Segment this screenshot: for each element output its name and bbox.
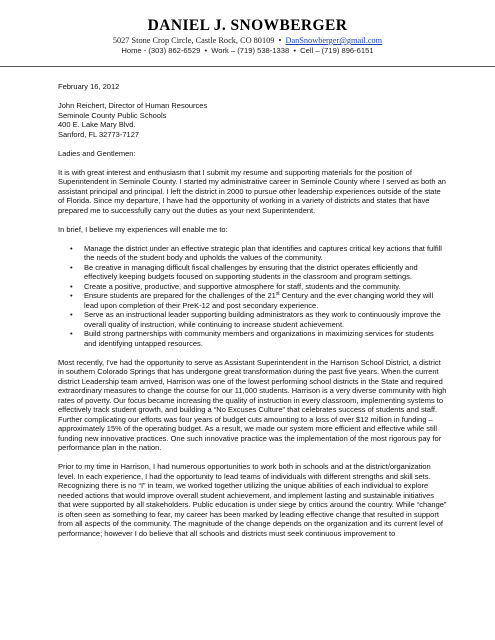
cell-phone: Cell – (719) 896-6151 (300, 46, 374, 55)
letter-date: February 16, 2012 (58, 82, 120, 91)
letter-body (58, 82, 448, 548)
separator-dot: • (204, 46, 208, 55)
address-line (0, 36, 495, 46)
work-phone: Work – (719) 538-1338 (211, 46, 290, 55)
recipient-line: John Reichert, Director of Human Resources (58, 101, 208, 110)
list-item: • Create a positive, productive, and supportive atmosphere for staff, students and the community. (84, 282, 448, 292)
prior-experience-paragraph: Prior to my time in Harrison, I had numerous opportunities to work both in schools and at the district/organization level. In each experience, I had the opportunity to lead teams of individuals with different strengths and skill sets. Recognizing there is no “I” in team, we worked together utilizing the unique abilities of each individual to explore needed actions that would improve overall student achievement, and implement lasting and sustainable initiatives that were supported by all stakeholders. Public education is under siege by critics around the country. While “change” is often seen as something to fear, my career has been marked by leading effective change that resulted in support from all aspects of the community. The magnitude of the change depends on the organization and its current level of performance; however I do believe that all schools and districts must seek continuous improvement to (58, 462, 447, 538)
list-item-text: Century and the ever changing world they will lead upon completion of their PreK-12 and post secondary experience. (84, 291, 434, 310)
list-item: • Manage the district under an effective strategic plan that identifies and captures critical key actions that fulfill the needs of the student body and upholds the values of the community. (84, 244, 448, 263)
harrison-paragraph: Most recently, I've had the opportunity to serve as Assistant Superintendent in the Harrison School District, a district in southern Colorado Springs that has undergone great transformation during the past five years. When the current district Leadership team arrived, Harrison was one of the lowest performing school districts in the State and required extraordinary measures to change the course for our 11,000 students. Harrison is a very diverse community with high rates of poverty. Our focus became increasing the quality of instruction in every classroom, implementing systems to effectively track student growth, and building a “No Excuses Culture” that celebrates success of students and staff. Further complicating our efforts was four years of budget cuts amounting to a loss of over $12 million in funding – approximately 15% of the operating budget. As a result, we made our system more efficient and effective while still funding new innovative practices. One such innovative practice was the implementation of the most rigorous pay for performance plan in the nation. (58, 357, 447, 452)
separator-dot: • (293, 46, 296, 55)
list-item: • Serve as an instructional leader supporting building administrators as they work to continuously improve the overall quality of instruction, while continuing to increase student achievement. (84, 310, 448, 329)
letterhead-divider (0, 66, 495, 67)
intro-paragraph: It is with great interest and enthusiasm that I submit my resume and supporting materials for the position of Superintendent in Seminole County. I started my administrative career in Seminole County where I served as both an assistant principal and principal. I left the district in 2000 to pursue other leadership experiences outside of the state of Florida. Since my departure, I have had the opportunity of working in a variety of districts and states that have prepared me to successfully carry out the duties as your next Superintendent. (58, 167, 446, 215)
street-address: 5027 Stone Crop Circle, Castle Rock, CO 80109 (112, 36, 275, 45)
separator-dot: • (278, 36, 282, 45)
superscript-st: st (275, 291, 280, 297)
list-item: • Build strong partnerships with community members and organizations in maximizing services for students and identifying untapped resources. (84, 329, 448, 348)
list-item (84, 291, 448, 310)
phone-line (0, 46, 495, 56)
applicant-name: DANIEL J. SNOWBERGER (147, 17, 348, 34)
list-item: • Be creative in managing difficult fiscal challenges by ensuring that the district operates efficiently and effectively keeping budgets focused on supporting students in the classroom and program settings. (84, 263, 448, 282)
salutation: Ladies and Gentlemen: (58, 148, 136, 158)
list-item-text: Ensure students are prepared for the challenges of the 21 (84, 291, 276, 300)
home-phone: Home - (303) 862-6529 (121, 46, 201, 55)
brief-paragraph: In brief, I believe my experiences will enable me to: (58, 224, 228, 234)
goals-list (58, 244, 448, 349)
recipient-line: Seminole County Public Schools (58, 110, 167, 120)
recipient-block (58, 101, 448, 139)
recipient-line: Sanford, FL 32773-7127 (58, 129, 140, 139)
email-link[interactable]: DanSnowberger@gmail.com (285, 36, 383, 45)
letterhead (0, 17, 495, 56)
recipient-line: 400 E. Lake Mary Blvd. (58, 120, 136, 129)
